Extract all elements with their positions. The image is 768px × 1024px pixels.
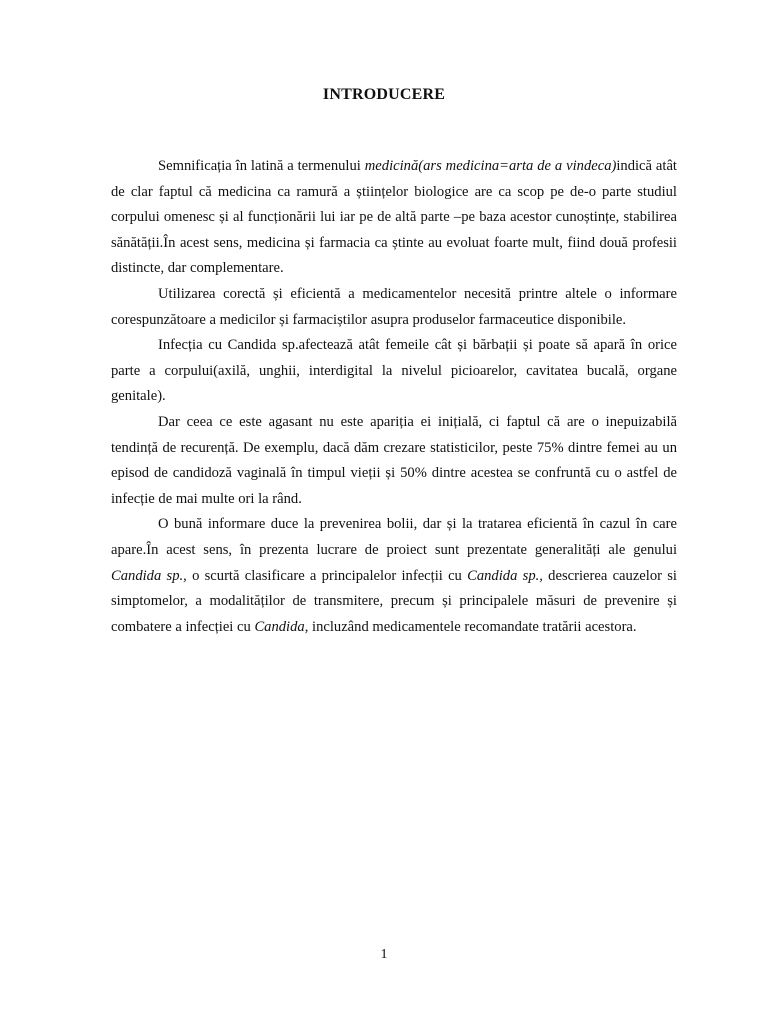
paragraph-2 xyxy=(111,282,677,333)
paragraph-4 xyxy=(111,410,677,512)
text-run: Semnificația în latină a termenului xyxy=(158,158,365,174)
paragraph-5 xyxy=(111,512,677,640)
text-run-italic: medicină(ars medicina=arta de a vindeca) xyxy=(364,158,617,174)
paragraph-1 xyxy=(111,154,677,282)
text-run: indică atât de clar faptul că medicina ca ramură a științelor biologice are ca scop pe de-o parte studiul corpului omenesc și al funcționării lui iar pe de altă parte –pe baza acestor cunoștințe, stabilirea sănătății.În acest sens, medicina și farmacia ca știnte au evoluat foarte mult, fiind două profesii distincte, dar complementare. xyxy=(111,158,677,277)
text-run: , o scurtă clasificare a principalelor infecții cu xyxy=(183,567,468,584)
text-run: O bună informare duce la prevenirea bolii, dar și la tratarea eficientă în cazul în care apare.În acest sens, în prezenta lucrare de proiect sunt prezentate generalități ale genului xyxy=(111,516,677,558)
text-run: Dar ceea ce este agasant nu este apariția ei inițială, ci faptul că are o inepuizabilă tendință de recurență. De exemplu, dacă dăm crezare statisticilor, peste 75% dintre femei au un episod de candidoză vaginală în timpul vieții și 50% dintre acestea se confruntă cu o astfel de infecție de mai multe ori la rând. xyxy=(111,413,677,507)
body-text xyxy=(111,154,677,640)
text-run-italic: Candida sp. xyxy=(111,567,184,584)
page-number: 1 xyxy=(380,947,388,962)
text-run: Utilizarea corectă și eficientă a medicamentelor necesită printre altele o informare corespunzătoare a medicilor și farmaciștilor asupra produselor farmaceutice disponibile. xyxy=(111,285,677,328)
paragraph-3 xyxy=(111,333,677,410)
text-run: Infecția cu Candida sp.afectează atât femeile cât și bărbații și poate să apară în orice parte a corpului(axilă, unghii, interdigital la nivelul picioarelor, cavitatea bucală, organe genitale). xyxy=(111,337,677,405)
text-run: , incluzând medicamentele recomandate tratării acestora. xyxy=(304,618,637,635)
page-title: INTRODUCERE xyxy=(322,86,446,103)
text-run: descrierea cauzelor si simptomelor, a modalităților de transmitere, precum și principalele măsuri de prevenire și combatere a infecției cu xyxy=(111,567,677,635)
text-run-italic: Candida sp., xyxy=(467,567,543,584)
text-run-italic: Candida xyxy=(254,618,305,635)
